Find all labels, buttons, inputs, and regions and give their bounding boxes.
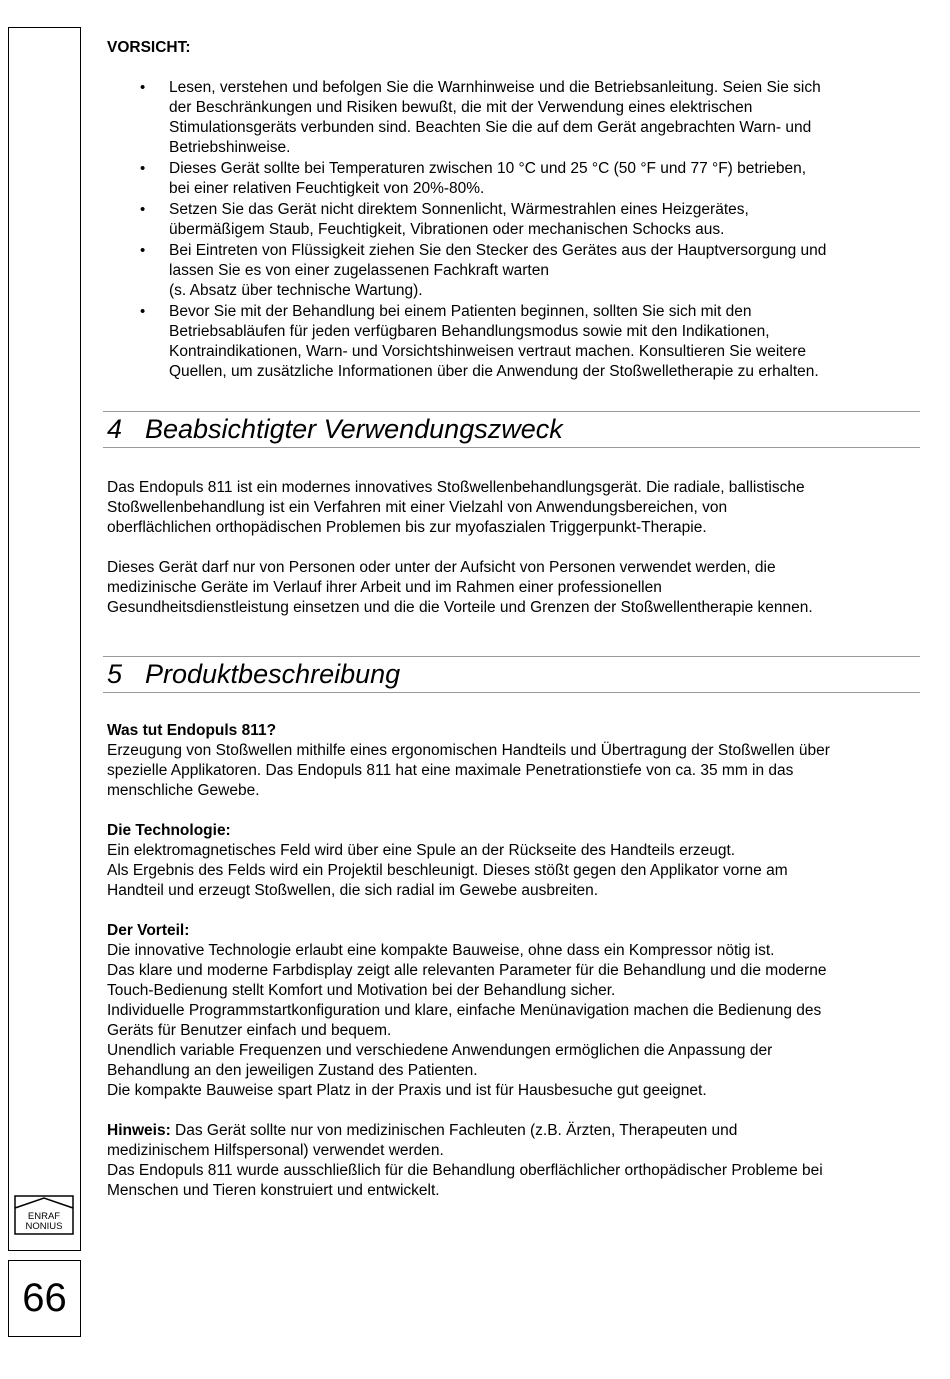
advantage-heading: Der Vorteil: xyxy=(107,922,190,939)
warning-item xyxy=(107,200,922,240)
text-line: medizinischem Hilfspersonal) verwendet werden. xyxy=(107,1142,444,1159)
what-block xyxy=(107,721,922,801)
page-number: 66 xyxy=(22,1276,67,1320)
note-block xyxy=(107,1121,922,1201)
warning-item xyxy=(107,159,922,199)
text-line: Betriebshinweise. xyxy=(169,139,291,156)
text-line: Erzeugung von Stoßwellen mithilfe eines ergonomischen Handteils und Übertragung der Stoßwellen über xyxy=(107,742,830,759)
text-line: Unendlich variable Frequenzen und verschiedene Anwendungen ermöglichen die Anpassung der xyxy=(107,1042,773,1059)
what-heading: Was tut Endopuls 811? xyxy=(107,722,277,739)
text-line: Stoßwellenbehandlung ist ein Verfahren mit einer Vielzahl von Anwendungsbereichen, von xyxy=(107,499,728,516)
text-line: Stimulationsgeräts verbunden sind. Beachten Sie die auf dem Gerät angebrachten Warn- und xyxy=(169,119,812,136)
text-line: • Bei Eintreten von Flüssigkeit ziehen Sie den Stecker des Gerätes aus der Hauptversorgung und xyxy=(169,242,827,259)
text-line: Kontraindikationen, Warn- und Vorsichtshinweisen vertraut machen. Konsultieren Sie weitere xyxy=(169,343,806,360)
text-line: oberflächlichen orthopädischen Problemen bis zur myofaszialen Triggerpunkt-Therapie. xyxy=(107,519,707,536)
text-line: Die innovative Technologie erlaubt eine kompakte Bauweise, ohne dass ein Kompressor nötig ist. xyxy=(107,942,775,959)
text-line: Menschen und Tieren konstruiert und entwickelt. xyxy=(107,1182,440,1199)
warning-item xyxy=(107,78,922,158)
text-line: Individuelle Programmstartkonfiguration und klare, einfache Menünavigation machen die Bedienung des xyxy=(107,1002,822,1019)
text-line: Dieses Gerät darf nur von Personen oder unter der Aufsicht von Personen verwendet werden, die xyxy=(107,559,776,576)
text-line: Geräts für Benutzer einfach und bequem. xyxy=(107,1022,392,1039)
text-line: lassen Sie es von einer zugelassenen Fachkraft warten xyxy=(169,262,549,279)
note-text: Das Gerät sollte nur von medizinischen Fachleuten (z.B. Ärzten, Therapeuten und xyxy=(170,1122,738,1139)
text-line: Betriebsabläufen für jeden verfügbaren Behandlungsmodus sowie mit den Indikationen, xyxy=(169,323,770,340)
text-line: Die kompakte Bauweise spart Platz in der Praxis und ist für Hausbesuche gut geeignet. xyxy=(107,1082,707,1099)
section-4-heading xyxy=(103,411,920,448)
text-line: Als Ergebnis des Felds wird ein Projektil beschleunigt. Dieses stößt gegen den Applikator vorne am xyxy=(107,862,788,879)
text-line: Das Endopuls 811 wurde ausschließlich für die Behandlung oberflächlicher orthopädischer Probleme bei xyxy=(107,1162,823,1179)
text-line: der Beschränkungen und Risiken bewußt, die mit der Verwendung eines elektrischen xyxy=(169,99,753,116)
page-number-box xyxy=(8,1260,81,1337)
text-line: Behandlung an den jeweiligen Zustand des Patienten. xyxy=(107,1062,478,1079)
section-5-title: Produktbeschreibung xyxy=(145,659,401,689)
technology-block xyxy=(107,821,922,901)
text-line: Das Endopuls 811 ist ein modernes innovatives Stoßwellenbehandlungsgerät. Die radiale, ballistische xyxy=(107,479,805,496)
section-5-heading xyxy=(103,656,920,693)
page-content xyxy=(107,38,922,1201)
text-line: menschliche Gewebe. xyxy=(107,782,260,799)
text-line: spezielle Applikatoren. Das Endopuls 811 hat eine maximale Penetrationstiefe von ca. 35 mm in das xyxy=(107,762,794,779)
note-label: Hinweis: xyxy=(107,1122,171,1139)
text-line: • Lesen, verstehen und befolgen Sie die Warnhinweise und die Betriebsanleitung. Seien Sie sich xyxy=(169,79,821,96)
text-line: Touch-Bedienung stellt Komfort und Motivation bei der Behandlung sicher. xyxy=(107,982,616,999)
warning-title: VORSICHT: xyxy=(107,39,191,56)
text-line: bei einer relativen Feuchtigkeit von 20%-80%. xyxy=(169,180,485,197)
text-line: Handteil und erzeugt Stoßwellen, die sich radial im Gewebe ausbreiten. xyxy=(107,882,599,899)
logo-line-1: ENRAF xyxy=(27,1211,61,1222)
enraf-nonius-logo xyxy=(13,1194,75,1236)
text-line: Quellen, um zusätzliche Informationen über die Anwendung der Stoßwelletherapie zu erhalten. xyxy=(169,363,819,380)
section-4-paragraph-1 xyxy=(107,478,922,538)
note-first-line xyxy=(107,1121,922,1141)
section-4-title: Beabsichtigter Verwendungszweck xyxy=(145,414,563,444)
text-line: • Bevor Sie mit der Behandlung bei einem Patienten beginnen, sollten Sie sich mit den xyxy=(169,303,752,320)
section-5-number: 5 xyxy=(107,659,123,689)
text-line: • Setzen Sie das Gerät nicht direktem Sonnenlicht, Wärmestrahlen eines Heizgerätes, xyxy=(169,201,749,218)
advantage-block xyxy=(107,921,922,1101)
warning-item xyxy=(107,241,922,301)
text-line: medizinische Geräte im Verlauf ihrer Arbeit und im Rahmen einer professionellen xyxy=(107,579,662,596)
technology-heading: Die Technologie: xyxy=(107,822,231,839)
warning-item xyxy=(107,302,922,382)
warning-list xyxy=(107,78,922,382)
text-line: (s. Absatz über technische Wartung). xyxy=(169,282,423,299)
sidebar-frame xyxy=(8,27,81,1251)
text-line: • Dieses Gerät sollte bei Temperaturen zwischen 10 °C und 25 °C (50 °F und 77 °F) betrieben, xyxy=(169,160,807,177)
text-line: übermäßigem Staub, Feuchtigkeit, Vibrationen oder mechanischen Schocks aus. xyxy=(169,221,725,238)
logo-line-2: NONIUS xyxy=(25,1221,63,1232)
text-line: Ein elektromagnetisches Feld wird über eine Spule an der Rückseite des Handteils erzeugt. xyxy=(107,842,736,859)
section-4-number: 4 xyxy=(107,414,123,444)
text-line: Das klare und moderne Farbdisplay zeigt alle relevanten Parameter für die Behandlung und die moderne xyxy=(107,962,827,979)
text-line: Gesundheitsdienstleistung einsetzen und die die Vorteile und Grenzen der Stoßwellentherapie kennen. xyxy=(107,599,813,616)
section-4-paragraph-2 xyxy=(107,558,922,618)
